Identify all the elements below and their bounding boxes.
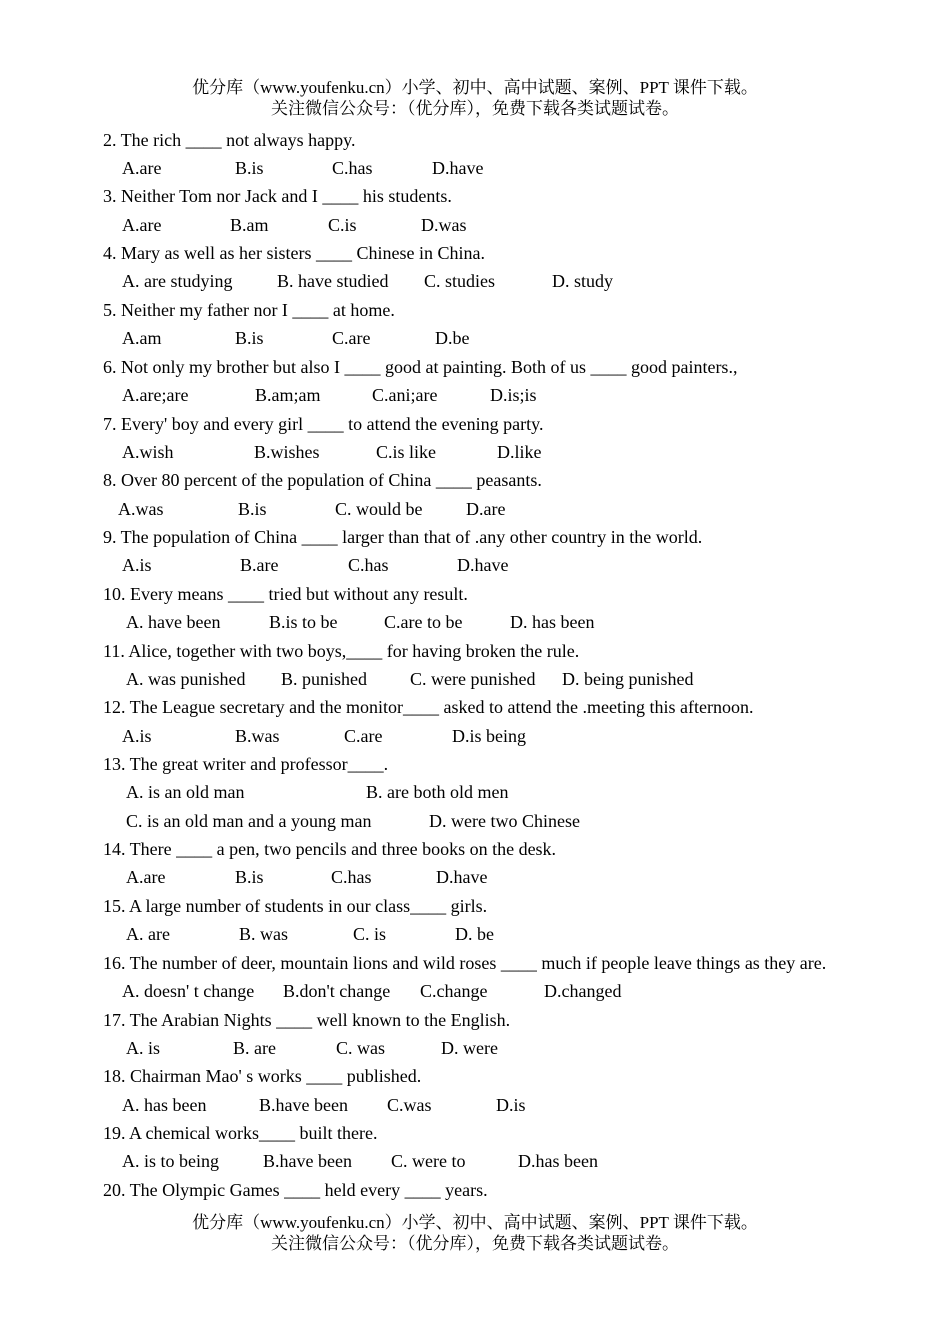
question-11: 11. Alice, together with two boys,____ for having broken the rule. [103, 641, 580, 661]
option-b: B. have studied [277, 271, 389, 291]
option-a: A. are studying [122, 271, 233, 291]
question-8: 8. Over 80 percent of the population of China ____ peasants. [103, 470, 542, 490]
option-b: B.is to be [269, 612, 338, 632]
option-a: A. is [126, 1038, 161, 1058]
option-c: C.has [348, 555, 389, 575]
option-b: B.is [238, 499, 267, 519]
option-a: A. are [126, 924, 170, 944]
question-2: 2. The rich ____ not always happy. [103, 130, 356, 150]
option-b: B. was [239, 924, 288, 944]
option-d: D. study [552, 271, 614, 291]
question-10: 10. Every means ____ tried but without any result. [103, 584, 468, 604]
option-a: A. is an old man [126, 782, 245, 802]
option-c: C. is an old man and a young man [126, 811, 372, 831]
option-a: A.is [122, 726, 152, 746]
option-a: A. is to being [122, 1151, 219, 1171]
question-15: 15. A large number of students in our class____ girls. [103, 896, 488, 916]
option-d: D. has been [510, 612, 595, 632]
option-d: D.are [466, 499, 506, 519]
option-a: A.am [122, 328, 162, 348]
option-d: D.is being [452, 726, 526, 746]
question-3: 3. Neither Tom nor Jack and I ____ his students. [103, 186, 452, 206]
option-b: B.was [235, 726, 280, 746]
option-c: C.has [332, 158, 373, 178]
option-b: B.am [230, 215, 269, 235]
question-12: 12. The League secretary and the monitor____ asked to attend the .meeting this afternoon. [103, 697, 754, 717]
option-d: D.is;is [490, 385, 537, 405]
question-13: 13. The great writer and professor____. [103, 754, 389, 774]
option-d: D. were two Chinese [429, 811, 580, 831]
option-a: A. doesn' t change [122, 981, 255, 1001]
question-18: 18. Chairman Mao' s works ____ published. [103, 1066, 422, 1086]
option-d: D.has been [518, 1151, 598, 1171]
question-6: 6. Not only my brother but also I ____ good at painting. Both of us ____ good painters., [103, 357, 738, 377]
option-a: A.are [122, 215, 162, 235]
option-c: C. is [353, 924, 387, 944]
option-b: B. punished [281, 669, 368, 689]
question-20: 20. The Olympic Games ____ held every ____ years. [103, 1180, 488, 1200]
option-d: D.is [496, 1095, 526, 1115]
option-a: A.are;are [122, 385, 189, 405]
option-b: B.have been [259, 1095, 348, 1115]
option-a: A. has been [122, 1095, 207, 1115]
option-d: D. be [455, 924, 494, 944]
page-footer [0, 1212, 950, 1254]
option-c: C. was [336, 1038, 385, 1058]
option-b: B. are both old men [366, 782, 509, 802]
option-a: A.was [118, 499, 164, 519]
option-d: D.have [457, 555, 509, 575]
option-c: C.is [328, 215, 357, 235]
option-c: C.ani;are [372, 385, 438, 405]
question-19: 19. A chemical works____ built there. [103, 1123, 378, 1143]
question-17: 17. The Arabian Nights ____ well known to the English. [103, 1010, 511, 1030]
option-b: B.don't change [283, 981, 391, 1001]
option-a: A. have been [126, 612, 221, 632]
option-b: B.is [235, 158, 264, 178]
footer-line-2: 关注微信公众号：（优分库），免费下载各类试题试卷。 [271, 1234, 679, 1253]
option-d: D.was [421, 215, 467, 235]
header-line-2: 关注微信公众号：（优分库），免费下载各类试题试卷。 [271, 99, 679, 118]
question-14: 14. There ____ a pen, two pencils and three books on the desk. [103, 839, 557, 859]
option-c: C.are [332, 328, 371, 348]
page-header [0, 77, 950, 119]
option-c: C.is like [376, 442, 437, 462]
header-line-1: 优分库（www.youfenku.cn）小学、初中、高中试题、案例、PPT 课件下载。 [192, 78, 758, 97]
footer-line-1: 优分库（www.youfenku.cn）小学、初中、高中试题、案例、PPT 课件下载。 [192, 1213, 758, 1232]
option-d: D.be [435, 328, 470, 348]
question-16: 16. The number of deer, mountain lions and wild roses ____ much if people leave things as they are. [103, 953, 827, 973]
question-7: 7. Every' boy and every girl ____ to attend the evening party. [103, 414, 544, 434]
option-d: D. were [441, 1038, 498, 1058]
option-b: B.is [235, 328, 264, 348]
option-a: A.is [122, 555, 152, 575]
option-b: B.is [235, 867, 264, 887]
option-c: C.are [344, 726, 383, 746]
option-b: B.are [240, 555, 279, 575]
option-c: C.are to be [384, 612, 463, 632]
option-a: A.are [126, 867, 166, 887]
option-b: B.wishes [254, 442, 320, 462]
option-b: B.have been [263, 1151, 352, 1171]
option-b: B. are [233, 1038, 276, 1058]
option-a: A.are [122, 158, 162, 178]
option-d: D.like [497, 442, 542, 462]
option-a: A. was punished [126, 669, 246, 689]
question-4: 4. Mary as well as her sisters ____ Chinese in China. [103, 243, 485, 263]
option-a: A.wish [122, 442, 174, 462]
option-d: D.have [432, 158, 484, 178]
option-c: C. were punished [410, 669, 536, 689]
question-5: 5. Neither my father nor I ____ at home. [103, 300, 395, 320]
option-c: C. were to [391, 1151, 466, 1171]
option-c: C.was [387, 1095, 432, 1115]
option-c: C. studies [424, 271, 496, 291]
option-b: B.am;am [255, 385, 321, 405]
question-9: 9. The population of China ____ larger than that of .any other country in the world. [103, 527, 703, 547]
option-c: C.change [420, 981, 488, 1001]
option-c: C. would be [335, 499, 423, 519]
option-c: C.has [331, 867, 372, 887]
option-d: D. being punished [562, 669, 694, 689]
option-d: D.changed [544, 981, 622, 1001]
option-d: D.have [436, 867, 488, 887]
